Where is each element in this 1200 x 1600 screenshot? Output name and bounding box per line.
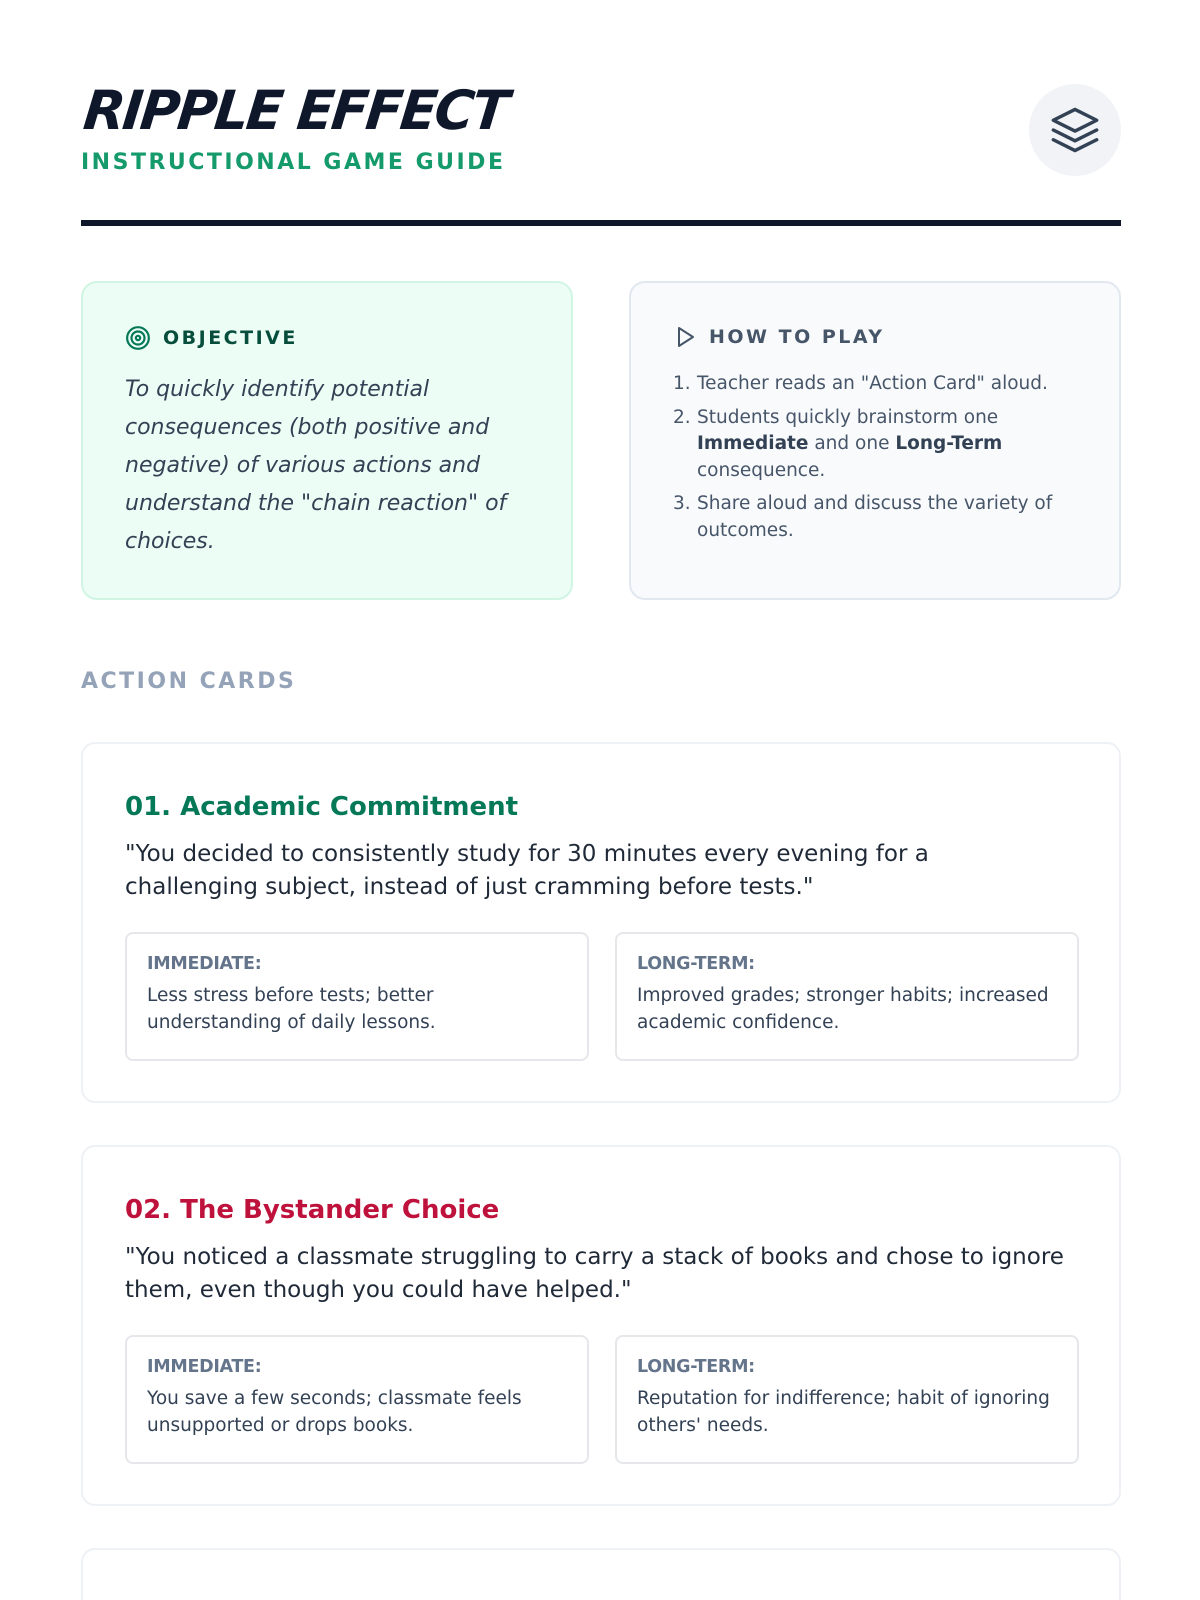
- page-subtitle: INSTRUCTIONAL GAME GUIDE: [81, 150, 506, 175]
- target-icon: [125, 325, 151, 351]
- step-text-part: Students quickly brainstorm one: [697, 406, 999, 428]
- step-text: [697, 405, 1093, 485]
- action-card: [81, 1145, 1121, 1506]
- game-guide-page: [80, 0, 1121, 1436]
- objective-text: To quickly identify potential consequences (both positive and negative) of various actions and understand the "chain reaction" of choices.: [125, 377, 507, 554]
- long-term-consequence: [615, 932, 1079, 1061]
- long-term-text: Improved grades; stronger habits; increased academic confidence.: [637, 985, 1049, 1033]
- card-quote: "You decided to consistently study for 30 minutes every evening for a challenging subject, instead of just cramming before tests.": [125, 841, 929, 900]
- how-to-play-box: [629, 281, 1121, 600]
- page-title: RIPPLE EFFECT: [80, 79, 510, 142]
- immediate-consequence: [125, 1335, 589, 1464]
- step-number: 3.: [673, 493, 691, 514]
- step-item: [673, 491, 1093, 544]
- step-number: 2.: [673, 406, 691, 428]
- long-term-label: LONG-TERM:: [637, 954, 755, 974]
- step-emphasis-immediate: Immediate: [697, 433, 809, 454]
- layers-icon: [1049, 104, 1101, 156]
- objective-heading: [125, 325, 298, 351]
- header-divider: [81, 220, 1121, 226]
- long-term-consequence: [615, 1335, 1079, 1464]
- info-row: [81, 281, 1121, 600]
- steps-list: [673, 371, 1093, 551]
- step-item: [673, 405, 1093, 485]
- long-term-text: Reputation for indifference; habit of ignoring others' needs.: [637, 1388, 1050, 1436]
- step-text: Share aloud and discuss the variety of outcomes.: [697, 493, 1053, 541]
- immediate-text: You save a few seconds; classmate feels unsupported or drops books.: [147, 1388, 522, 1436]
- card-title: 01. Academic Commitment: [125, 792, 519, 822]
- how-to-play-heading-label: HOW TO PLAY: [709, 326, 885, 348]
- step-number: 1.: [673, 373, 691, 394]
- immediate-label: IMMEDIATE:: [147, 954, 262, 974]
- step-item: [673, 371, 1093, 398]
- immediate-text: Less stress before tests; better understanding of daily lessons.: [147, 985, 436, 1033]
- card-title: 02. The Bystander Choice: [125, 1195, 500, 1225]
- how-to-play-heading: [673, 325, 885, 349]
- action-card: [81, 1548, 1121, 1600]
- immediate-label: IMMEDIATE:: [147, 1357, 262, 1377]
- step-text-part: and one: [808, 433, 896, 454]
- action-card: [81, 742, 1121, 1103]
- section-label-action-cards: ACTION CARDS: [81, 669, 297, 694]
- card-quote: "You noticed a classmate struggling to carry a stack of books and chose to ignore them, even though you could have helped.": [125, 1244, 1064, 1303]
- step-emphasis-long-term: Long-Term: [895, 433, 1003, 454]
- objective-box: [81, 281, 573, 600]
- logo-badge: [1029, 84, 1121, 176]
- play-icon: [673, 325, 697, 349]
- step-text-part: consequence.: [697, 459, 826, 481]
- long-term-label: LONG-TERM:: [637, 1357, 755, 1377]
- immediate-consequence: [125, 932, 589, 1061]
- step-text: Teacher reads an "Action Card" aloud.: [697, 373, 1048, 394]
- objective-heading-label: OBJECTIVE: [163, 327, 298, 349]
- header: [81, 0, 1121, 226]
